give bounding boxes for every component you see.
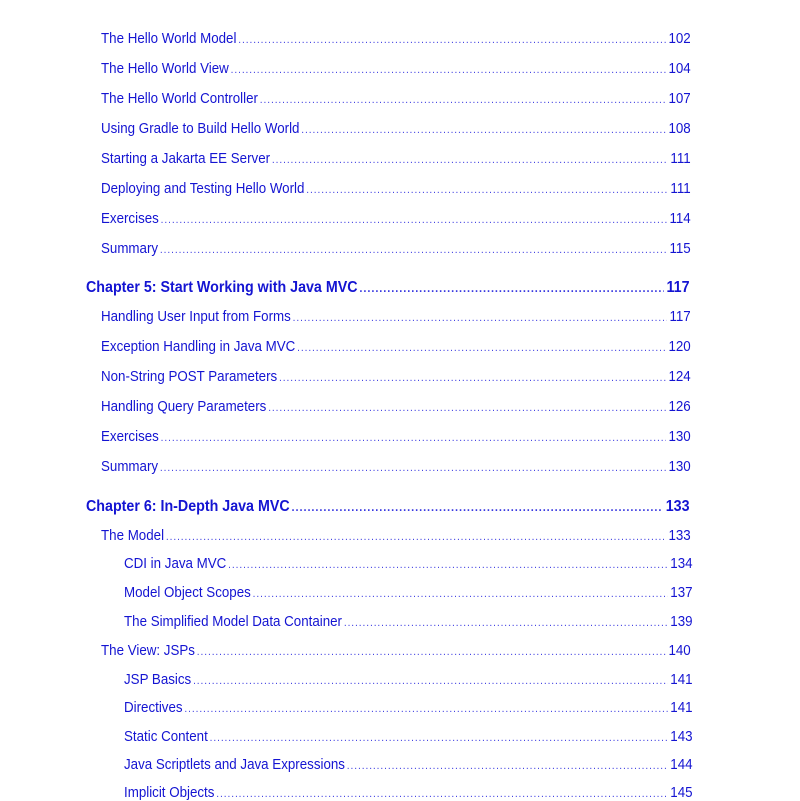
toc-entry-title: Model Object Scopes <box>124 585 251 601</box>
toc-entry[interactable] <box>101 151 691 167</box>
toc-entry-title: The Model <box>101 528 165 544</box>
toc-entry[interactable] <box>101 339 691 355</box>
dot-leader <box>306 184 667 196</box>
toc-entry[interactable] <box>101 211 691 227</box>
dot-leader <box>272 154 668 166</box>
toc-entry-page-number: 126 <box>668 399 691 415</box>
toc-entry-page-number: 133 <box>665 498 690 515</box>
dot-leader <box>160 462 666 474</box>
toc-entry-page-number: 117 <box>669 309 691 325</box>
dot-leader <box>160 244 667 256</box>
toc-entry-title: Handling Query Parameters <box>101 399 267 415</box>
dot-leader <box>268 402 665 414</box>
toc-entry-title: Exercises <box>101 211 159 227</box>
toc-entry-title: The View: JSPs <box>101 643 195 659</box>
dot-leader <box>260 94 666 106</box>
dot-leader <box>231 64 666 76</box>
toc-entry-title: Exercises <box>101 429 159 445</box>
toc-entry-title: JSP Basics <box>124 672 192 688</box>
toc-entry[interactable] <box>101 181 691 197</box>
dot-leader <box>197 646 666 658</box>
toc-entry[interactable] <box>101 429 691 445</box>
toc-entry-title: Using Gradle to Build Hello World <box>101 121 300 137</box>
toc-entry-page-number: 111 <box>670 151 691 167</box>
toc-entry[interactable] <box>101 91 691 107</box>
toc-entry-page-number: 134 <box>670 556 693 572</box>
toc-entry[interactable] <box>101 459 691 475</box>
toc-entry-title: Non-String POST Parameters <box>101 369 278 385</box>
dot-leader <box>279 372 666 384</box>
toc-entry-title: Summary <box>101 459 159 475</box>
toc-entry-title: Directives <box>124 700 183 716</box>
toc-entry-title: Java Scriptlets and Java Expressions <box>124 757 345 773</box>
toc-entry-page-number: 144 <box>670 757 693 773</box>
dot-leader <box>238 34 665 46</box>
toc-entry-page-number: 133 <box>668 528 691 544</box>
toc-chapter-entry[interactable] <box>86 498 690 516</box>
dot-leader <box>166 531 666 543</box>
toc-entry-page-number: 145 <box>670 785 693 801</box>
toc-entry-title: Exception Handling in Java MVC <box>101 339 296 355</box>
toc-entry-page-number: 107 <box>668 91 691 107</box>
toc-entry[interactable] <box>101 643 691 659</box>
toc-entry-page-number: 140 <box>668 643 691 659</box>
toc-entry-title: CDI in Java MVC <box>124 556 227 572</box>
toc-entry-title: Chapter 6: In-Depth Java MVC <box>86 498 290 515</box>
toc-entry[interactable] <box>101 399 691 415</box>
toc-entry-title: Implicit Objects <box>124 785 215 801</box>
toc-entry[interactable] <box>101 31 691 47</box>
dot-leader <box>293 312 667 324</box>
toc-entry-page-number: 111 <box>670 181 691 197</box>
toc-entry-title: Deploying and Testing Hello World <box>101 181 305 197</box>
toc-entry[interactable] <box>101 241 691 257</box>
dot-leader <box>193 675 667 687</box>
toc-entry-title: Chapter 5: Start Working with Java MVC <box>86 279 358 296</box>
toc-entry-page-number: 141 <box>670 700 693 716</box>
dot-leader <box>184 703 667 715</box>
toc-entry-page-number: 117 <box>666 279 690 296</box>
toc-entry-page-number: 139 <box>670 614 693 630</box>
dot-leader <box>344 617 668 629</box>
toc-entry[interactable] <box>124 556 693 572</box>
dot-leader <box>301 124 665 136</box>
toc-entry[interactable] <box>124 672 693 688</box>
toc-entry[interactable] <box>101 121 691 137</box>
toc-entry-page-number: 115 <box>669 241 691 257</box>
dot-leader <box>210 732 668 744</box>
toc-entry-title: Summary <box>101 241 159 257</box>
toc-entry-page-number: 143 <box>670 729 693 745</box>
toc-entry-title: The Hello World Model <box>101 31 237 47</box>
dot-leader <box>216 788 667 800</box>
toc-chapter-entry[interactable] <box>86 279 690 297</box>
dot-leader <box>253 588 668 600</box>
toc-entry-title: Static Content <box>124 729 208 745</box>
toc-entry[interactable] <box>124 614 693 630</box>
toc-entry[interactable] <box>101 528 691 544</box>
toc-entry[interactable] <box>124 757 693 773</box>
toc-entry-title: Handling User Input from Forms <box>101 309 291 325</box>
toc-entry-page-number: 141 <box>670 672 693 688</box>
toc-entry-title: Starting a Jakarta EE Server <box>101 151 271 167</box>
toc-entry-page-number: 130 <box>668 429 691 445</box>
toc-entry[interactable] <box>101 309 691 325</box>
toc-entry-page-number: 130 <box>668 459 691 475</box>
toc-entry-page-number: 102 <box>668 31 691 47</box>
toc-entry-page-number: 104 <box>668 61 691 77</box>
toc-entry-title: The Hello World Controller <box>101 91 258 107</box>
toc-entry-page-number: 124 <box>668 369 691 385</box>
toc-entry[interactable] <box>101 61 691 77</box>
dot-leader <box>161 214 667 226</box>
toc-entry[interactable] <box>124 700 693 716</box>
toc-entry-title: The Hello World View <box>101 61 229 77</box>
dot-leader <box>161 432 666 444</box>
toc-entry[interactable] <box>124 585 693 601</box>
dot-leader <box>291 500 662 514</box>
dot-leader <box>297 342 666 354</box>
toc-entry[interactable] <box>124 785 693 801</box>
toc-entry-title: The Simplified Model Data Container <box>124 614 342 630</box>
dot-leader <box>228 559 667 571</box>
toc-entry-page-number: 120 <box>668 339 691 355</box>
dot-leader <box>347 760 668 772</box>
toc-entry-page-number: 137 <box>670 585 693 601</box>
toc-entry-page-number: 108 <box>668 121 691 137</box>
toc-entry-page-number: 114 <box>669 211 691 227</box>
dot-leader <box>359 281 663 295</box>
toc-entry[interactable] <box>124 729 693 745</box>
toc-entry[interactable] <box>101 369 691 385</box>
